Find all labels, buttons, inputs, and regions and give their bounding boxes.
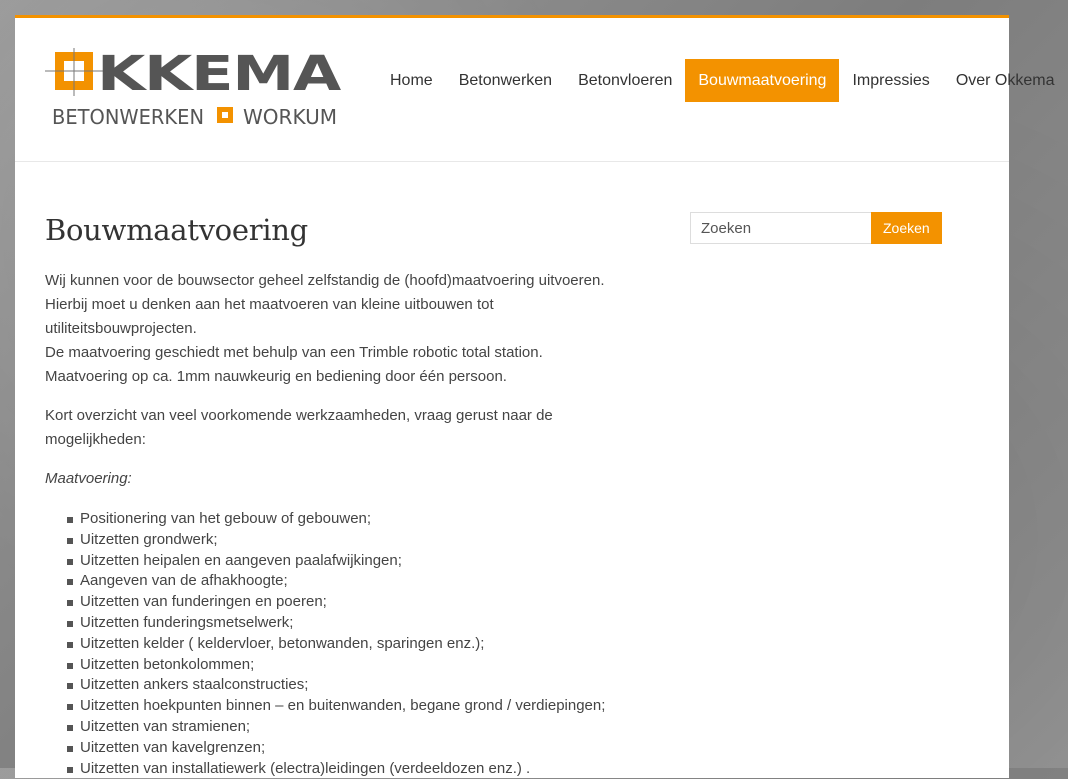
list-item: Uitzetten grondwerk;: [67, 530, 645, 551]
nav-item-betonwerken[interactable]: Betonwerken: [458, 72, 553, 89]
list-item: Uitzetten van funderingen en poeren;: [67, 592, 645, 613]
list-item: Aangeven van de afhakhoogte;: [67, 571, 645, 592]
intro-line: utiliteitsbouwprojecten.: [45, 320, 197, 337]
page-title: Bouwmaatvoering: [45, 213, 308, 247]
site-header: [15, 18, 1055, 162]
nav-item-betonvloeren[interactable]: Betonvloeren: [578, 72, 673, 89]
overview-line: mogelijkheden:: [45, 431, 146, 448]
intro-paragraph: [45, 269, 645, 389]
intro-line: De maatvoering geschiedt met behulp van een Trimble robotic total station.: [45, 344, 543, 361]
list-item: Positionering van het gebouw of gebouwen;: [67, 509, 645, 530]
search-input[interactable]: [690, 212, 871, 244]
intro-line: Wij kunnen voor de bouwsector geheel zelfstandig de (hoofd)maatvoering uitvoeren.: [45, 272, 605, 289]
section-label: Maatvoering:: [45, 470, 132, 487]
main-content: [45, 213, 645, 779]
brand-tagline-left: BETONWERKEN: [52, 105, 204, 129]
intro-line: Maatvoering op ca. 1mm nauwkeurig en bediening door één persoon.: [45, 368, 507, 385]
list-item: Uitzetten funderingsmetselwerk;: [67, 613, 645, 634]
nav-item-over-okkema[interactable]: Over Okkema: [955, 72, 1055, 89]
list-item: Uitzetten van stramienen;: [67, 717, 645, 738]
brand-name: KKEMA: [97, 46, 342, 102]
list-item: Uitzetten van installatiewerk (electra)leidingen (verdeeldozen enz.) .: [67, 759, 645, 779]
overview-line: Kort overzicht van veel voorkomende werkzaamheden, vraag gerust naar de: [45, 407, 553, 424]
page-container: [15, 15, 1055, 778]
list-item: Uitzetten kelder ( keldervloer, betonwanden, sparingen enz.);: [67, 634, 645, 655]
intro-line: Hierbij moet u denken aan het maatvoeren van kleine uitbouwen tot: [45, 296, 494, 313]
list-item: Uitzetten van kavelgrenzen;: [67, 738, 645, 759]
main-nav: [377, 59, 1068, 102]
list-item: Uitzetten hoekpunten binnen – en buitenwanden, begane grond / verdiepingen;: [67, 696, 645, 717]
search-button[interactable]: Zoeken: [871, 212, 942, 244]
brand-tagline-right: WORKUM: [243, 105, 337, 129]
overview-paragraph: [45, 404, 645, 452]
nav-item-home[interactable]: Home: [390, 72, 433, 89]
list-item: Uitzetten ankers staalconstructies;: [67, 675, 645, 696]
task-list: [45, 509, 645, 779]
list-item: Uitzetten betonkolommen;: [67, 655, 645, 676]
sidebar-search: [690, 212, 942, 244]
nav-item-impressies[interactable]: Impressies: [852, 72, 930, 89]
list-item: Uitzetten heipalen en aangeven paalafwijkingen;: [67, 551, 645, 572]
nav-item-bouwmaatvoering[interactable]: Bouwmaatvoering: [685, 59, 839, 102]
